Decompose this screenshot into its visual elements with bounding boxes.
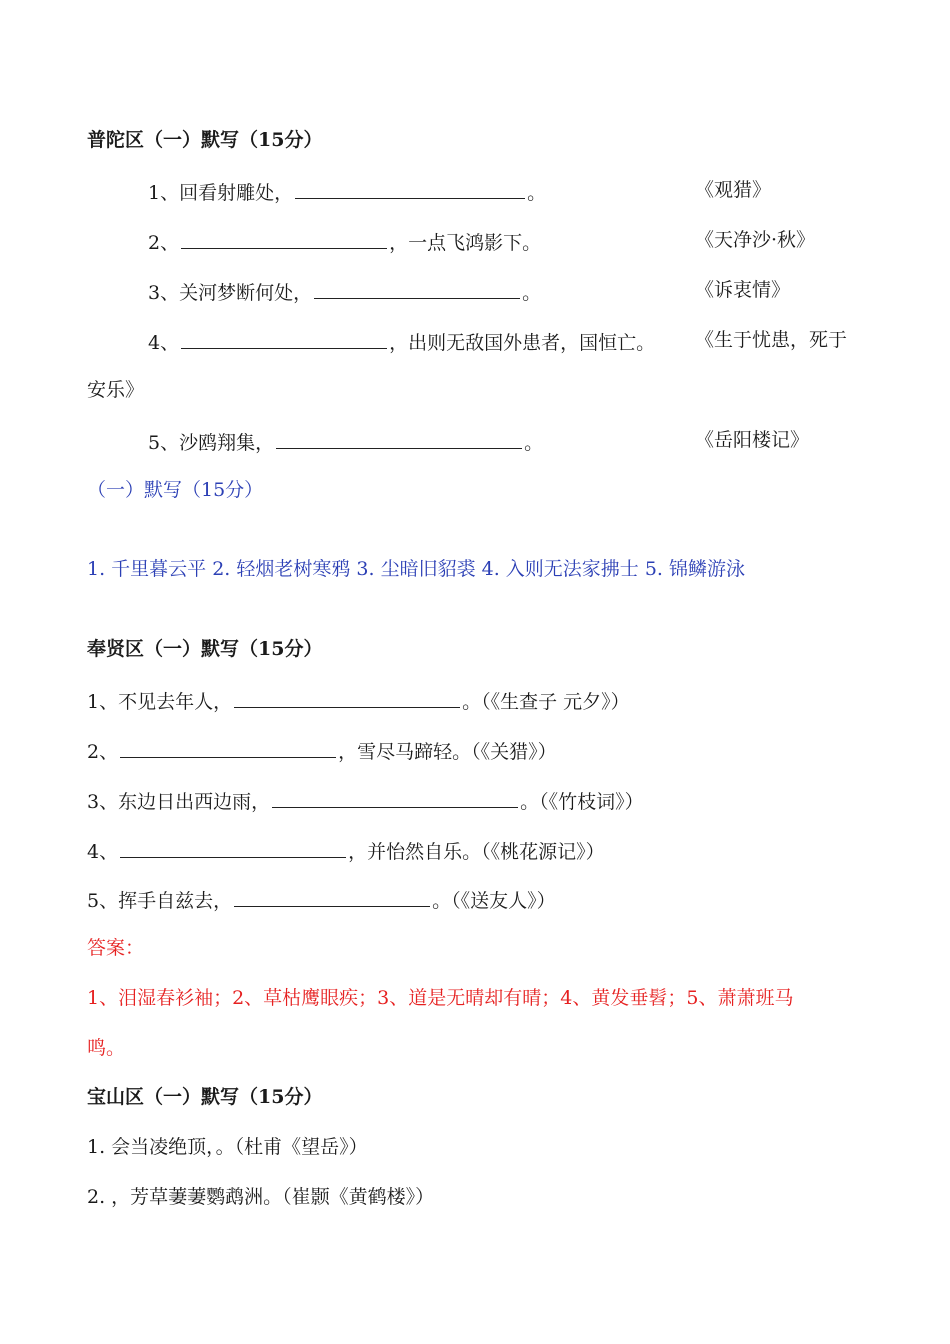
item-number: 4、	[148, 332, 180, 354]
fill-blank[interactable]	[234, 687, 460, 708]
item-number: 3、	[148, 282, 180, 304]
fill-blank[interactable]	[120, 837, 346, 858]
item-number: 5、	[87, 890, 119, 912]
item-text-before: 回看射雕处，	[179, 182, 294, 204]
item-text-before: 挥手自兹去，	[118, 890, 233, 912]
fill-blank[interactable]	[234, 886, 430, 907]
item-number: 1、	[87, 691, 119, 713]
fill-blank[interactable]	[181, 328, 387, 349]
item-number: 2、	[148, 232, 180, 254]
putuo-source-2: 《天净沙·秋》	[695, 229, 816, 251]
baoshan-item-1: 1. 会当凌绝顶，。（杜甫《望岳》）	[87, 1136, 368, 1158]
putuo-heading: 普陀区（一）默写（15分）	[87, 129, 323, 151]
putuo-source-5: 《岳阳楼记》	[695, 429, 810, 451]
item-number: 3、	[87, 791, 119, 813]
baoshan-heading: 宝山区（一）默写（15分）	[87, 1086, 323, 1108]
fengxian-item-4	[87, 837, 605, 864]
item-text-before: 东边日出西边雨，	[118, 791, 271, 813]
putuo-source-4-cont: 安乐》	[87, 379, 145, 401]
putuo-item-5	[148, 428, 543, 455]
putuo-item-4	[148, 328, 655, 355]
fill-blank[interactable]	[272, 787, 518, 808]
item-text-before: 关河梦断何处，	[179, 282, 313, 304]
putuo-item-3	[148, 278, 541, 305]
baoshan-item-2: 2. ，芳草萋萋鹦鹉洲。（崔颢《黄鹤楼》）	[87, 1186, 435, 1208]
putuo-source-1: 《观猎》	[695, 179, 772, 201]
fill-blank[interactable]	[314, 278, 520, 299]
item-text-after: ，并怡然自乐。（《桃花源记》）	[348, 841, 605, 863]
item-number: 5、	[148, 432, 180, 454]
putuo-source-4: 《生于忧患，死于	[695, 329, 848, 351]
item-text-after: ，雪尽马蹄轻。（《关猎》）	[338, 741, 557, 763]
item-text-after: 。（《竹枝词》）	[520, 791, 644, 813]
item-text-after: 。	[524, 432, 544, 454]
item-text-after: ，出则无敌国外患者，国恒亡。	[389, 332, 656, 354]
item-number: 4、	[87, 841, 119, 863]
fill-blank[interactable]	[276, 428, 522, 449]
putuo-item-1	[148, 178, 546, 205]
fengxian-item-2	[87, 737, 557, 764]
fill-blank[interactable]	[181, 228, 387, 249]
fengxian-answer-line-2: 鸣。	[87, 1037, 126, 1059]
putuo-item-2	[148, 228, 541, 255]
fengxian-item-5	[87, 886, 556, 913]
fengxian-item-1	[87, 687, 630, 714]
fill-blank[interactable]	[120, 737, 336, 758]
fengxian-answer-line-1: 1、泪湿春衫袖；2、草枯鹰眼疾；3、道是无晴却有晴；4、黄发垂髫；5、萧萧班马	[87, 987, 794, 1009]
item-text-after: 。	[522, 282, 542, 304]
item-text-after: ，一点飞鸿影下。	[389, 232, 542, 254]
item-number: 1、	[148, 182, 180, 204]
item-text-before: 沙鸥翔集，	[179, 432, 275, 454]
fengxian-answer-label: 答案：	[87, 937, 145, 959]
fengxian-item-3	[87, 787, 644, 814]
item-text-after: 。	[527, 182, 547, 204]
fengxian-heading: 奉贤区（一）默写（15分）	[87, 638, 323, 660]
fill-blank[interactable]	[295, 178, 525, 199]
item-text-after: 。（《生查子 元夕》）	[462, 691, 630, 713]
item-number: 2、	[87, 741, 119, 763]
item-text-before: 不见去年人，	[118, 691, 233, 713]
putuo-answer-text: 1. 千里暮云平 2. 轻烟老树寒鸦 3. 尘暗旧貂裘 4. 入则无法家拂士 5. 锦鳞游泳	[87, 558, 745, 580]
putuo-answer-heading: （一）默写（15分）	[87, 479, 264, 501]
item-text-after: 。（《送友人》）	[432, 890, 556, 912]
putuo-source-3: 《诉衷情》	[695, 279, 791, 301]
